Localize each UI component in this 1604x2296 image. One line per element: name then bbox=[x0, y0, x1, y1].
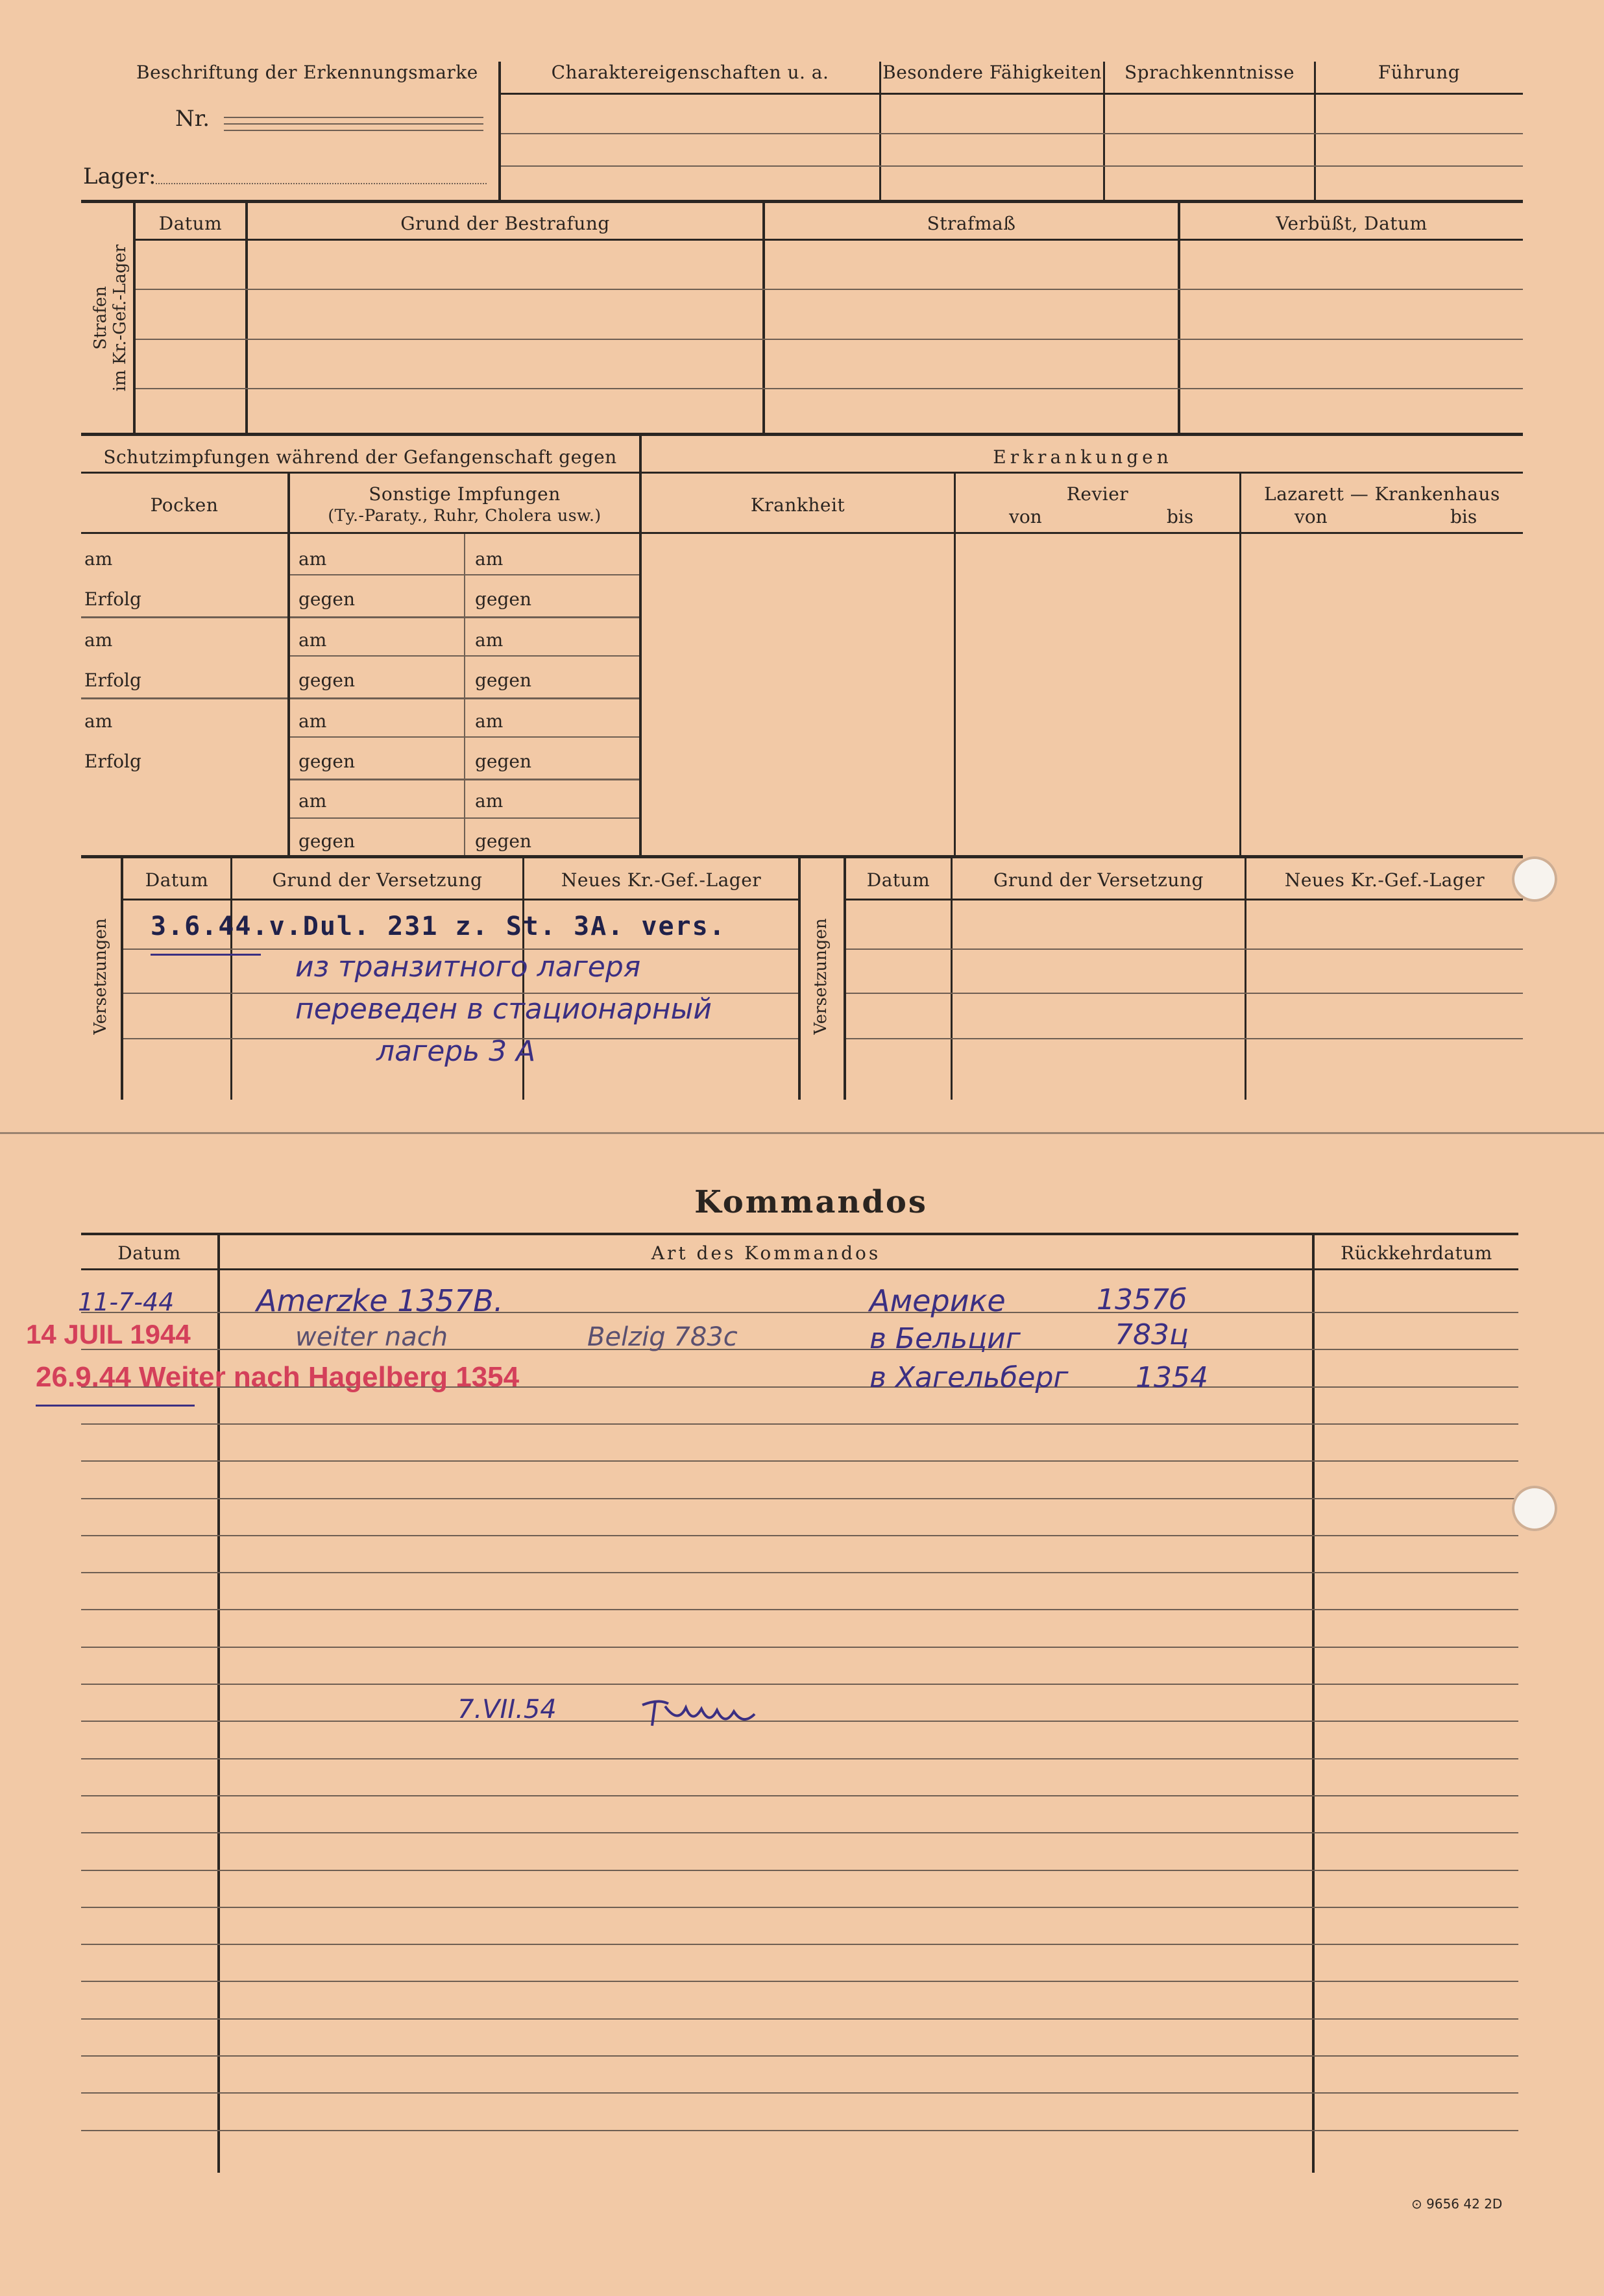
strafen-row-1 bbox=[136, 289, 1523, 290]
vers-left-edge bbox=[121, 858, 123, 1100]
top-row-line-2 bbox=[501, 133, 1523, 134]
entry2-text: weiter nach bbox=[295, 1322, 448, 1352]
kommandos-ruled-line bbox=[81, 1795, 1518, 1796]
entry1-text: Amerzke 1357B. bbox=[256, 1283, 504, 1318]
pocken-divider bbox=[287, 474, 290, 856]
nr-line-2 bbox=[224, 123, 483, 125]
kommandos-ruled-line bbox=[81, 1423, 1518, 1425]
vers-row-2r bbox=[846, 993, 1523, 994]
kommandos-ruled-line bbox=[81, 1944, 1518, 1945]
kommandos-col-div-2 bbox=[1312, 1235, 1315, 2173]
vers-row-1r bbox=[846, 949, 1523, 950]
strafen-col-div-2 bbox=[762, 203, 765, 435]
sonstige-gegen-4b: gegen bbox=[475, 830, 532, 852]
kommandos-ruled-line bbox=[81, 2130, 1518, 2131]
vers-col-4 bbox=[951, 858, 953, 1100]
vers-col-grund: Grund der Versetzung bbox=[272, 869, 483, 891]
sonstige-inner-divider bbox=[464, 534, 465, 856]
kommandos-ruled-line bbox=[81, 1870, 1518, 1871]
sonstige-line-4 bbox=[290, 817, 639, 819]
pocken-am-2: am bbox=[84, 629, 113, 651]
sonstige-am-1a: am bbox=[298, 548, 327, 570]
vers-col-lager: Neues Kr.-Gef.-Lager bbox=[561, 869, 762, 891]
kommandos-top-line bbox=[81, 1233, 1518, 1235]
kommandos-col-rueckkehr: Rückkehrdatum bbox=[1341, 1242, 1492, 1264]
sonstige-gegen-3b: gegen bbox=[475, 751, 532, 772]
pocken-am-1: am bbox=[84, 548, 113, 570]
sprach-header: Sprachkenntnisse bbox=[1124, 62, 1295, 83]
vers-row-1 bbox=[123, 949, 798, 950]
sonstige-gegen-2a: gegen bbox=[298, 670, 356, 691]
lazarett-bis: bis bbox=[1450, 506, 1477, 527]
entry2-ru-num: 783ц bbox=[1115, 1318, 1189, 1351]
vers-right-edge bbox=[844, 858, 846, 1100]
section-rule-3 bbox=[81, 855, 1523, 858]
sonstige-am-3a: am bbox=[298, 710, 327, 732]
kommandos-ruled-line bbox=[81, 1609, 1518, 1610]
sonstige-line-3 bbox=[290, 736, 639, 738]
stamp-14-juil-1944: 14 JUIL 1944 bbox=[26, 1319, 191, 1349]
impf-title-line bbox=[81, 472, 1523, 474]
vers-col-datum: Datum bbox=[145, 869, 209, 891]
revier-bis: bis bbox=[1167, 506, 1194, 527]
sonstige-line-1 bbox=[290, 574, 639, 575]
entry1-ru-num: 1357б bbox=[1097, 1283, 1187, 1316]
sonstige-am-3b: am bbox=[475, 710, 504, 732]
entry3-ru: в Хагельберг bbox=[869, 1361, 1069, 1394]
pocken-erfolg-3: Erfolg bbox=[84, 751, 141, 772]
revier-divider bbox=[1239, 474, 1241, 856]
pocken-sep-2 bbox=[81, 697, 287, 699]
kommandos-ruled-line bbox=[81, 1535, 1518, 1536]
vers-col-grund-2: Grund der Versetzung bbox=[993, 869, 1204, 891]
nr-line bbox=[224, 117, 483, 118]
krankheit-divider bbox=[954, 474, 956, 856]
sonstige-gegen-2b: gegen bbox=[475, 670, 532, 691]
lager-line bbox=[156, 183, 487, 186]
section-rule-1 bbox=[81, 200, 1523, 203]
sonstige-am-4a: am bbox=[298, 790, 327, 812]
stamp-weiter-nach-hagelberg: 26.9.44 Weiter nach Hagelberg 1354 bbox=[36, 1361, 520, 1393]
impf-header-line bbox=[81, 532, 1523, 534]
sonstige-gegen-4a: gegen bbox=[298, 830, 356, 852]
sonstige-gegen-3a: gegen bbox=[298, 751, 356, 772]
sonstige-sep-3 bbox=[290, 779, 639, 780]
punch-hole-top bbox=[1512, 856, 1557, 902]
pocken-sep-1 bbox=[81, 616, 287, 618]
strafen-col-datum: Datum bbox=[158, 213, 223, 234]
pocken-erfolg-2: Erfolg bbox=[84, 670, 141, 691]
vers-hand-line-1: из транзитного лагеря bbox=[295, 950, 641, 984]
sonstige-am-1b: am bbox=[475, 548, 504, 570]
vers-col-3 bbox=[798, 858, 801, 1100]
kommandos-ruled-line bbox=[81, 1684, 1518, 1685]
kommandos-ruled-line bbox=[81, 2092, 1518, 2094]
section-rule-2 bbox=[81, 433, 1523, 436]
vers-hand-line-3: лагерь 3 А bbox=[376, 1035, 536, 1068]
note-date: 7.VII.54 bbox=[457, 1695, 557, 1724]
vers-hand-line-2: переведен в стационарный bbox=[295, 993, 712, 1026]
kommandos-ruled-line bbox=[81, 1907, 1518, 1908]
sonstige-subheader: (Ty.-Paraty., Ruhr, Cholera usw.) bbox=[328, 506, 602, 525]
strafen-header-line bbox=[136, 239, 1523, 241]
lazarett-von: von bbox=[1294, 506, 1328, 527]
kommandos-ruled-line bbox=[81, 1572, 1518, 1573]
pocken-header: Pocken bbox=[150, 494, 219, 516]
vers-header-line-right bbox=[846, 899, 1523, 900]
revier-header: Revier bbox=[1066, 483, 1129, 505]
kommandos-ruled-line bbox=[81, 2055, 1518, 2057]
sonstige-sep-2 bbox=[290, 697, 639, 699]
kommandos-col-art: Art des Kommandos bbox=[651, 1242, 881, 1264]
entry2-place: Belzig 783c bbox=[587, 1322, 738, 1352]
vers-col-1 bbox=[230, 858, 232, 1100]
lazarett-header: Lazarett — Krankenhaus bbox=[1264, 483, 1500, 505]
revier-von: von bbox=[1009, 506, 1042, 527]
vers-col-datum-2: Datum bbox=[866, 869, 930, 891]
strafen-row-2 bbox=[136, 339, 1523, 340]
nr-line-3 bbox=[224, 130, 483, 131]
kommandos-ruled-line bbox=[81, 1832, 1518, 1833]
sonstige-am-4b: am bbox=[475, 790, 504, 812]
krankheit-header: Krankheit bbox=[750, 494, 845, 516]
faehigkeiten-header: Besondere Fähigkeiten bbox=[882, 62, 1102, 83]
kommandos-ruled-line bbox=[81, 1498, 1518, 1499]
lager-label: Lager: bbox=[83, 163, 156, 189]
sonstige-gegen-1b: gegen bbox=[475, 588, 532, 610]
kommandos-ruled-line bbox=[81, 1758, 1518, 1759]
entry1-date: 11-7-44 bbox=[78, 1288, 175, 1316]
vers-col-5 bbox=[1245, 858, 1246, 1100]
top-row-line-3 bbox=[501, 165, 1523, 167]
card-fold-line bbox=[0, 1132, 1604, 1134]
strafen-col-verbuesst: Verbüßt, Datum bbox=[1276, 213, 1428, 234]
signature bbox=[639, 1692, 766, 1732]
strafen-col-strafmass: Strafmaß bbox=[927, 213, 1016, 234]
kommandos-ruled-line bbox=[81, 2018, 1518, 2020]
entry2-ru: в Бельциг bbox=[869, 1322, 1021, 1355]
kommandos-title: Kommandos bbox=[694, 1184, 928, 1220]
erkrankungen-title: Erkrankungen bbox=[993, 446, 1173, 468]
charakter-header: Charaktereigenschaften u. a. bbox=[551, 62, 829, 83]
kommandos-header-line bbox=[81, 1268, 1518, 1270]
impfungen-title: Schutzimpfungen während der Gefangenschaft gegen bbox=[103, 446, 617, 468]
strafen-side-divider bbox=[133, 203, 136, 435]
strafen-col-grund: Grund der Bestrafung bbox=[400, 213, 610, 234]
kommandos-ruled-line bbox=[81, 1647, 1518, 1648]
entry3-ru-num: 1354 bbox=[1136, 1361, 1208, 1394]
strafen-row-3 bbox=[136, 388, 1523, 389]
print-code: ⊙ 9656 42 2D bbox=[1411, 2196, 1503, 2212]
vers-col-lager-2: Neues Kr.-Gef.-Lager bbox=[1284, 869, 1485, 891]
vers-date-underline bbox=[151, 954, 261, 956]
sonstige-am-2b: am bbox=[475, 629, 504, 651]
top-row-line-1 bbox=[501, 93, 1523, 95]
versetzungen-side-label-left: Versetzungen bbox=[91, 918, 110, 1035]
kommandos-ruled-line bbox=[81, 1460, 1518, 1462]
erkennungsmarke-label: Beschriftung der Erkennungsmarke bbox=[136, 62, 478, 83]
pocken-am-3: am bbox=[84, 710, 113, 732]
sonstige-gegen-1a: gegen bbox=[298, 588, 356, 610]
sonstige-sep-1 bbox=[290, 616, 639, 618]
strafen-col-div-1 bbox=[245, 203, 248, 435]
kommandos-ruled-line bbox=[81, 1981, 1518, 1982]
kommandos-col-datum: Datum bbox=[117, 1242, 181, 1264]
entry1-ru: Америке bbox=[869, 1283, 1006, 1318]
sonstige-am-2a: am bbox=[298, 629, 327, 651]
vers-row-3r bbox=[846, 1038, 1523, 1039]
punch-hole-bottom bbox=[1512, 1486, 1557, 1531]
sonstige-line-2 bbox=[290, 655, 639, 657]
sonstige-header: Sonstige Impfungen bbox=[369, 483, 561, 505]
kommandos-ruled-line bbox=[81, 1721, 1518, 1722]
stamp2-underline bbox=[36, 1405, 195, 1407]
nr-label: Nr. bbox=[175, 106, 210, 132]
strafen-side-label: Strafen im Kr.-Gef.-Lager bbox=[91, 244, 130, 392]
fuehrung-header: Führung bbox=[1378, 62, 1461, 83]
strafen-col-div-3 bbox=[1178, 203, 1180, 435]
vers-typed-entry: 3.6.44.v.Dul. 231 z. St. 3A. vers. bbox=[151, 912, 726, 941]
versetzungen-side-label-right: Versetzungen bbox=[811, 918, 831, 1035]
vers-header-line-left bbox=[123, 899, 798, 900]
pocken-erfolg-1: Erfolg bbox=[84, 588, 141, 610]
